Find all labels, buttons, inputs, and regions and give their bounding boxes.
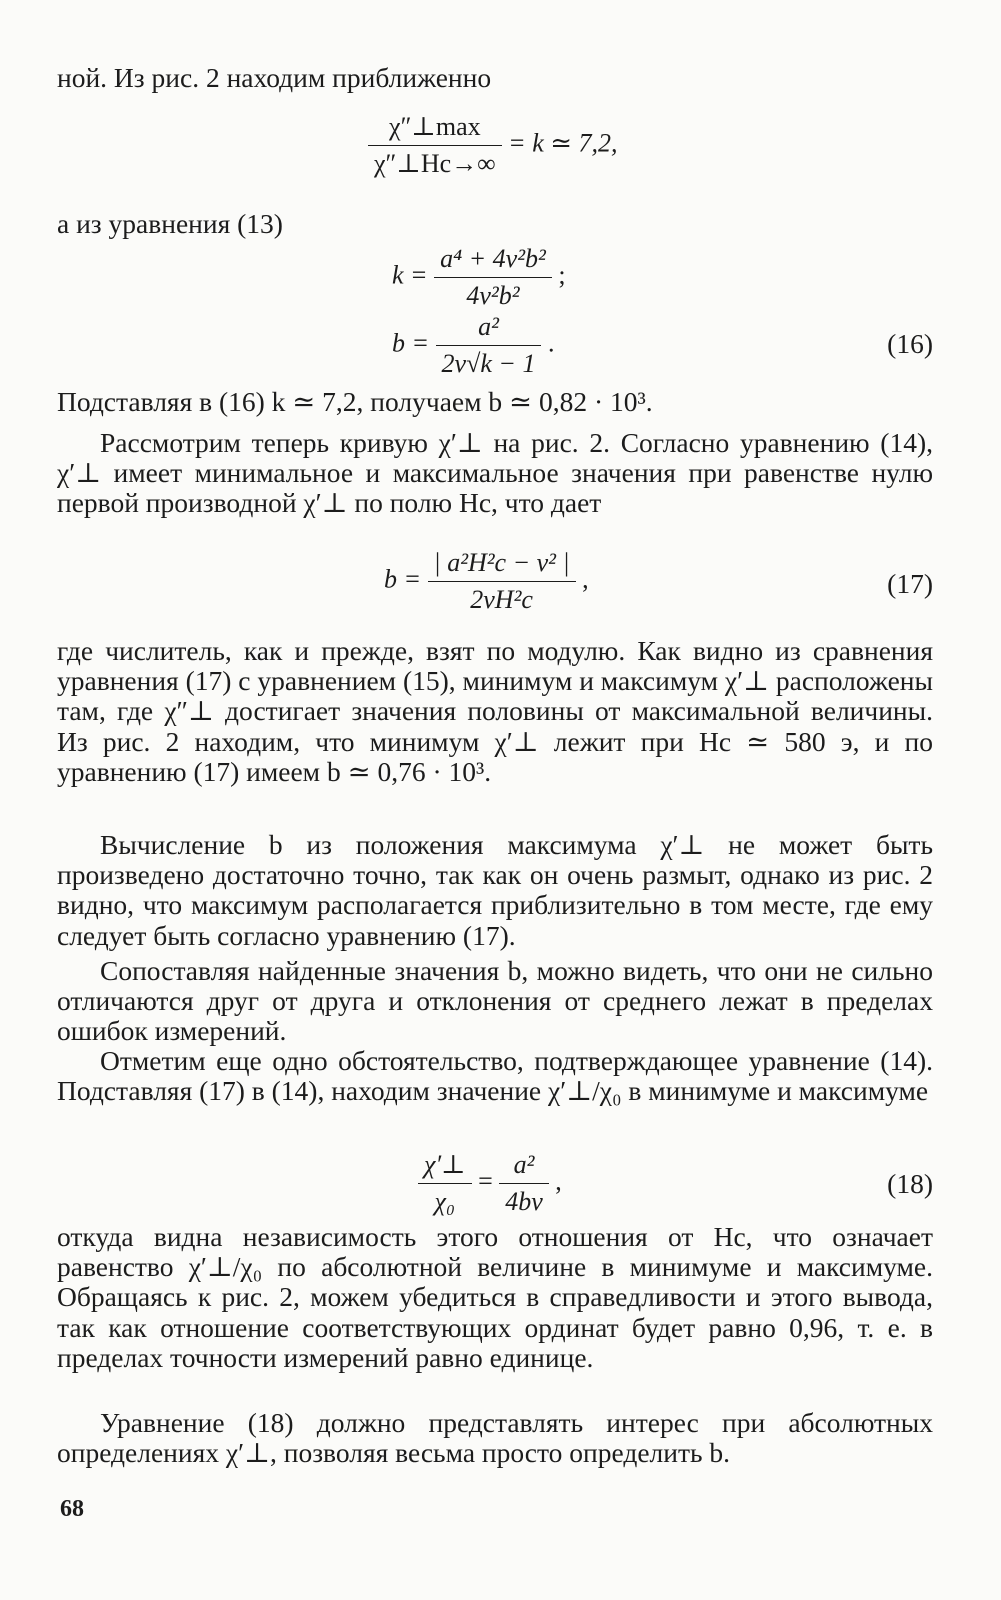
eq16-fraction	[436, 312, 542, 379]
k-lhs: k =	[392, 260, 428, 290]
equation-ratio	[368, 112, 618, 179]
equation-number-17: (17)	[887, 568, 933, 599]
eq17-lhs: b =	[384, 564, 422, 594]
equation-number-16: (16)	[887, 328, 933, 359]
equation-16	[392, 312, 554, 379]
eq18-right-fraction	[499, 1150, 549, 1217]
eq18-left-denominator: χ₀	[434, 1187, 456, 1216]
eq16-numerator: a²	[436, 312, 542, 346]
eq18-equals: =	[478, 1166, 493, 1196]
eq16-denominator: 2ν√k − 1	[441, 349, 536, 378]
text-line-3: Подставляя в (16) k ≃ 7,2, получаем b ≃ 0,82 · 10³.	[57, 386, 653, 417]
eq17-fraction	[428, 548, 576, 615]
equation-17	[384, 548, 589, 615]
eq16-tail: .	[547, 328, 555, 358]
k-tail: ;	[558, 260, 566, 290]
paragraph-3: Вычисление b из положения максимума χ′⊥ не может быть произведено достаточно точно, так как он очень размыт, однако из рис. 2 видно, что максимум располагается приблизительно в том месте, где ему следует быть согласно уравнению (17).	[57, 829, 933, 951]
k-denominator: 4ν²b²	[466, 281, 520, 310]
k-fraction	[434, 244, 552, 311]
paragraph-6: откуда видна независимость этого отношения от Hc, что означает равенство χ′⊥/χ₀ по абсолютной величине в минимуме и максимуме. Обращаясь к рис. 2, можем убедиться в справедливости и этого вывода, так как отношение соответствующих ординат будет равно 0,96, т. е. в пределах точности измерений равно единице.	[57, 1221, 933, 1373]
page-number: 68	[60, 1496, 84, 1522]
equation-number-18: (18)	[887, 1168, 933, 1199]
paragraph-5: Отметим еще одно обстоятельство, подтверждающее уравнение (14). Подставляя (17) в (14), находим значение χ′⊥/χ₀ в минимуме и максимуме	[57, 1045, 933, 1107]
paragraph-2: где числитель, как и прежде, взят по модулю. Как видно из сравнения уравнения (17) с уравнением (15), минимум и максимум χ′⊥ расположены там, где χ″⊥ достигает значения половины от максимальной величины. Из рис. 2 находим, что минимум χ′⊥ лежит при Hc ≃ 580 э, и по уравнению (17) имеем b ≃ 0,76 · 10³.	[57, 635, 933, 787]
eq18-tail: ,	[555, 1166, 562, 1196]
k-numerator: a⁴ + 4ν²b²	[434, 244, 552, 278]
eq18-right-numerator: a²	[499, 1150, 549, 1184]
ratio-rhs: = k ≃ 7,2,	[508, 128, 618, 158]
paragraph-4: Сопоставляя найденные значения b, можно видеть, что они не сильно отличаются друг от друга и отклонения от среднего лежат в пределах ошибок измерений.	[57, 955, 933, 1047]
paragraph-1: Рассмотрим теперь кривую χ′⊥ на рис. 2. Согласно уравнению (14), χ′⊥ имеет минимальное и максимальное значения при равенстве нулю первой производной χ′⊥ по полю Hc, что дает	[57, 427, 933, 519]
text-line-1: ной. Из рис. 2 находим приближенно	[57, 62, 492, 93]
ratio-denominator: χ″⊥Hc→∞	[374, 149, 496, 178]
text-line-2: а из уравнения (13)	[57, 208, 283, 239]
eq17-numerator: | a²H²c − ν² |	[428, 548, 576, 582]
eq18-right-denominator: 4bν	[505, 1187, 543, 1216]
eq17-tail: ,	[582, 564, 589, 594]
equation-18	[418, 1150, 562, 1217]
eq17-denominator: 2νH²c	[470, 585, 533, 614]
paragraph-7: Уравнение (18) должно представлять интерес при абсолютных определениях χ′⊥, позволяя весьма просто определить b.	[57, 1407, 933, 1469]
eq16-lhs: b =	[392, 328, 430, 358]
ratio-numerator: χ″⊥max	[368, 112, 502, 146]
eq18-left-fraction	[418, 1150, 472, 1217]
ratio-fraction	[368, 112, 502, 179]
equation-k	[392, 244, 566, 311]
eq18-left-numerator: χ′⊥	[418, 1150, 472, 1184]
